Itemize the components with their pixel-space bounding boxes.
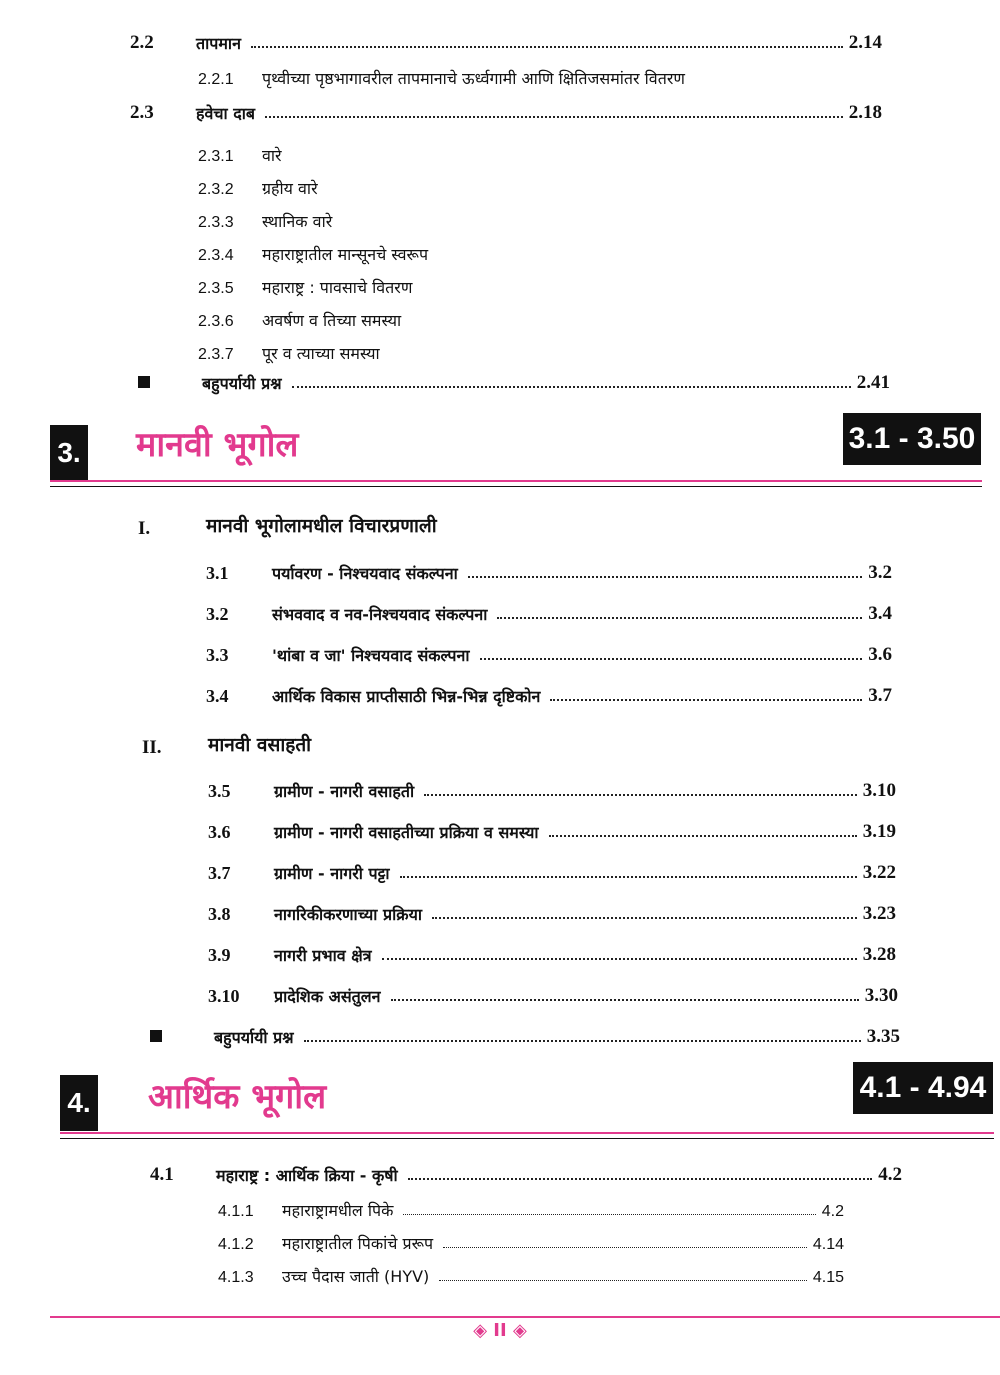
dot-leader: [403, 1213, 815, 1215]
chapter-number-box: [50, 425, 88, 481]
dot-leader: [424, 793, 857, 796]
entry-page: 3.4: [868, 603, 892, 624]
page-number: ◈ II ◈: [473, 1320, 527, 1341]
chapter-divider-dark: [60, 1138, 994, 1139]
entry-number: 2.3: [130, 102, 154, 123]
subentry-page: 4.2: [821, 1203, 844, 1220]
dot-leader: [550, 698, 862, 701]
entry-number: 3.8: [208, 904, 231, 924]
toc-subentry: [198, 305, 401, 331]
dot-leader: [304, 1039, 861, 1042]
toc-subentry: [218, 1195, 844, 1221]
subentry-number: 4.1.2: [218, 1236, 254, 1253]
subentry-title: पूर व त्याच्या समस्या: [262, 344, 380, 363]
subentry-title: महाराष्ट्रामधील पिके: [282, 1201, 394, 1220]
entry-number: 3.2: [206, 604, 229, 624]
entry-title: बहुपर्यायी प्रश्न: [202, 374, 282, 393]
toc-subentry: [218, 1228, 844, 1254]
entry-page: 3.6: [868, 644, 892, 665]
subentry-number: 2.3.7: [198, 346, 234, 363]
entry-page: 3.7: [868, 685, 892, 706]
subentry-page: 4.14: [812, 1236, 844, 1253]
toc-subentry-2-2-1: [198, 63, 898, 89]
entry-title: नागरिकीकरणाच्या प्रक्रिया: [274, 905, 422, 924]
entry-title: तापमान: [196, 34, 241, 53]
entry-number: 4.1: [150, 1164, 174, 1185]
square-bullet-icon: [138, 376, 150, 388]
toc-entry: [208, 813, 896, 843]
entry-number: 3.10: [208, 986, 240, 1006]
entry-page: 2.41: [856, 372, 890, 393]
chapter-title: मानवी भूगोल: [136, 425, 299, 465]
dot-leader: [408, 1177, 873, 1180]
entry-title: संभववाद व नव-निश्चयवाद संकल्पना: [272, 605, 488, 624]
toc-entry: [206, 595, 892, 625]
subentry-title: महाराष्ट्रातील पिकांचे प्ररूप: [282, 1234, 434, 1253]
toc-entry: [206, 677, 892, 707]
toc-subentry: [198, 338, 380, 364]
toc-entry-mcq-3: [150, 1018, 900, 1048]
subentry-number: 2.3.3: [198, 214, 234, 231]
subentry-number: 2.3.6: [198, 313, 234, 330]
dot-leader: [497, 616, 862, 619]
chapter-page-range: 3.1 - 3.50: [848, 422, 976, 455]
subentry-title: ग्रहीय वारे: [262, 179, 318, 198]
subentry-number: 4.1.1: [218, 1203, 254, 1220]
chapter-number-box: [60, 1075, 98, 1131]
toc-subentry: [198, 173, 318, 199]
dot-leader: [265, 115, 843, 118]
toc-subentry: [198, 140, 282, 166]
chapter-divider: [60, 1132, 994, 1134]
entry-page: 3.28: [862, 944, 896, 965]
entry-title: ग्रामीण - नागरी वसाहतीच्या प्रक्रिया व समस्या: [274, 823, 539, 842]
chapter-page-range-box: [843, 413, 981, 465]
subentry-title: पृथ्वीच्या पृष्ठभागावरील तापमानाचे ऊर्ध्वगामी आणि क्षितिजसमांतर वितरण: [262, 69, 685, 88]
toc-subentry: [198, 206, 332, 232]
entry-title: आर्थिक विकास प्राप्तीसाठी भिन्न-भिन्न दृष्टिकोन: [272, 687, 541, 706]
subentry-number: 2.3.5: [198, 280, 234, 297]
subentry-title: महाराष्ट्र : पावसाचे वितरण: [262, 278, 413, 297]
chapter-divider-dark: [50, 486, 982, 487]
toc-entry-4-1: [150, 1156, 902, 1186]
entry-number: 3.4: [206, 686, 229, 706]
dot-leader: [251, 45, 843, 48]
subentry-title: वारे: [262, 146, 282, 165]
part-label: II.: [142, 737, 162, 758]
subentry-number: 2.3.4: [198, 247, 234, 264]
entry-number: 3.6: [208, 822, 231, 842]
dot-leader: [432, 916, 857, 919]
toc-entry-2-2: [130, 26, 882, 54]
subentry-title: स्थानिक वारे: [262, 212, 333, 231]
entry-number: 3.3: [206, 645, 229, 665]
entry-title: बहुपर्यायी प्रश्न: [214, 1028, 294, 1047]
entry-page: 2.18: [848, 102, 882, 123]
dot-leader: [439, 1279, 807, 1281]
subentry-page: 4.15: [812, 1269, 844, 1286]
entry-page: 4.2: [878, 1164, 902, 1185]
toc-entry: [208, 977, 898, 1007]
entry-title: पर्यावरण - निश्चयवाद संकल्पना: [272, 564, 458, 583]
square-bullet-icon: [150, 1030, 162, 1042]
entry-number: 2.2: [130, 32, 154, 53]
subentry-title: अवर्षण व तिच्या समस्या: [262, 311, 402, 330]
chapter-divider: [50, 480, 982, 482]
entry-title: 'थांबा व जा' निश्चयवाद संकल्पना: [272, 646, 470, 665]
subentry-title: उच्च पैदास जाती (HYV): [282, 1267, 430, 1286]
toc-entry: [206, 554, 892, 584]
entry-page: 3.23: [862, 903, 896, 924]
subentry-number: 2.2.1: [198, 71, 234, 88]
entry-title: ग्रामीण - नागरी पट्टा: [274, 864, 390, 883]
entry-number: 3.7: [208, 863, 231, 883]
toc-entry: [208, 936, 896, 966]
chapter-number: 4.: [67, 1087, 91, 1118]
subentry-number: 2.3.1: [198, 148, 234, 165]
entry-page: 3.10: [862, 780, 896, 801]
toc-subentry: [218, 1261, 844, 1287]
subentry-title: महाराष्ट्रातील मान्सूनचे स्वरूप: [262, 245, 429, 264]
toc-entry: [208, 895, 896, 925]
entry-number: 3.1: [206, 563, 229, 583]
entry-page: 3.2: [868, 562, 892, 583]
entry-number: 3.9: [208, 945, 231, 965]
entry-title: हवेचा दाब: [196, 104, 256, 123]
entry-number: 3.5: [208, 781, 231, 801]
toc-subentry: [198, 239, 428, 265]
entry-title: ग्रामीण - नागरी वसाहती: [274, 782, 415, 801]
entry-page: 3.19: [862, 821, 896, 842]
part-label: I.: [138, 518, 151, 539]
dot-leader: [391, 998, 859, 1001]
toc-entry-mcq-2: [138, 366, 890, 394]
entry-title: प्रादेशिक असंतुलन: [274, 987, 381, 1006]
entry-title: नागरी प्रभाव क्षेत्र: [274, 946, 372, 965]
entry-page: 3.35: [866, 1026, 900, 1047]
dot-leader: [400, 875, 857, 878]
toc-subentry: [198, 272, 412, 298]
entry-page: 3.22: [862, 862, 896, 883]
dot-leader: [443, 1246, 807, 1248]
chapter-number: 3.: [57, 437, 81, 468]
dot-leader: [292, 385, 851, 388]
entry-title: महाराष्ट्र : आर्थिक क्रिया - कृषी: [216, 1166, 398, 1185]
chapter-title: आर्थिक भूगोल: [148, 1077, 327, 1117]
part-title: मानवी भूगोलामधील विचारप्रणाली: [206, 515, 437, 537]
footer-divider: [50, 1316, 1000, 1318]
entry-page: 2.14: [848, 32, 882, 53]
dot-leader: [480, 657, 863, 660]
entry-page: 3.30: [864, 985, 898, 1006]
dot-leader: [468, 575, 862, 578]
subentry-number: 2.3.2: [198, 181, 234, 198]
toc-entry: [208, 772, 896, 802]
chapter-page-range-box: [853, 1062, 993, 1114]
chapter-page-range: 4.1 - 4.94: [859, 1071, 987, 1104]
part-title: मानवी वसाहती: [208, 734, 312, 756]
toc-entry: [206, 636, 892, 666]
toc-entry: [208, 854, 896, 884]
toc-entry-2-3: [130, 96, 882, 124]
dot-leader: [382, 957, 857, 960]
subentry-number: 4.1.3: [218, 1269, 254, 1286]
dot-leader: [549, 834, 857, 837]
